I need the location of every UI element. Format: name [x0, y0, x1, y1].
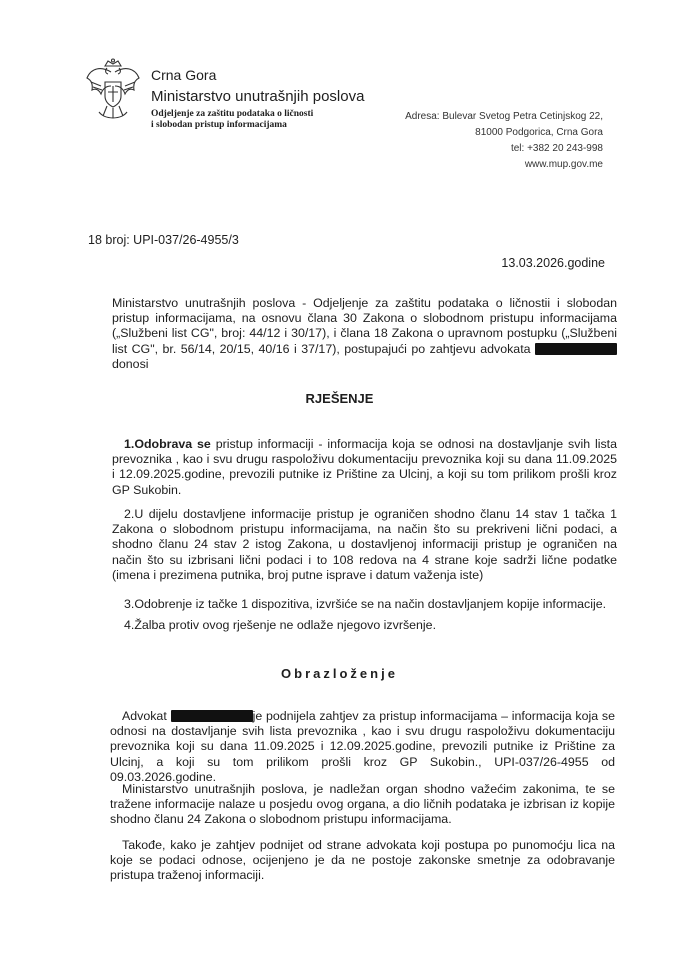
decision-item-2: 2.U dijelu dostavljene informacije pristup je ograničen shodno članu 14 stav 1 tačka 1 Zakona o slobodnom pristupu informacijama, na način što su prekriveni lični podaci, a shodno članu 24 stav 2 istog Zakona, u dostavljenoj informaciji pristup je ograničen na način što su izbrisani lični podaci i to 108 redova na 4 strane koje sadrži lične podatke (imena i prezimena putnika, broj putne isprave i datum važenja iste) — [112, 507, 617, 582]
contact-block — [405, 109, 603, 173]
website: www.mup.gov.me — [524, 159, 603, 170]
department-line-1: Odjeljenje za zaštitu podataka o ličnosti — [151, 109, 314, 119]
intro-text: Ministarstvo unutrašnjih poslova - Odjeljenje za zaštitu podataka o ličnostii i slobodan pristup informacijama, na osnovu člana 30 Zakona o slobodnom pristupu informacijama („Službeni list CG", broj: 44/12 i 30/17), i člana 18 Zakona o upravnom postupku („Službeni list CG", br. 56/14, 20/15, 40/16 i 37/17), postupajući po zahtjevu advokata — [112, 296, 617, 356]
address-line-2: 81000 Podgorica, Crna Gora — [475, 127, 603, 138]
decision-item-4: 4.Žalba protiv ovog rješenje ne odlaže njegovo izvršenje. — [124, 618, 437, 632]
country-name: Crna Gora — [151, 67, 217, 83]
ministry-name: Ministarstvo unutrašnjih poslova — [151, 88, 365, 105]
decision-heading: RJEŠENJE — [305, 391, 374, 406]
decision-item-1 — [112, 437, 617, 498]
phone: tel: +382 20 243-998 — [510, 143, 603, 154]
address-line-1: Adresa: Bulevar Svetog Petra Cetinjskog 22, — [405, 111, 603, 122]
reasoning-para-1-rest: je podnijela zahtjev za pristup informacijama – informacija koja se odnosi na dostavljanje svih lista prevoznika , kao i svu drugu raspoloživu dokumentaciju prevoznika koji su dana 11.09.2025 i 12.09.2025.godine, prevozili putnike iz Prištine za Ulcinj, a koji su tom prilikom prošli kroz GP Sukobin., UPI-037/26-4955 od 09.03.2026.godine. — [110, 709, 615, 784]
reference-number: 18 broj: UPI-037/26-4955/3 — [88, 233, 239, 247]
reasoning-paragraph-3: Takođe, kako je zahtjev podnijet od strane advokata koji postupa po punomoćju lica na koje se podaci odnose, ocijenjeno je da ne postoje zakonske smetnje za odobravanje pristupa traženoj informaciji. — [110, 838, 615, 883]
decision-item-1-text: pristup informaciji - informacija koja se odnosi na dostavljanje svih lista prevoznika , kao i svu drugu raspoloživu dokumentaciju prevoznika koji su dana 11.09.2025 i 12.09.2025.godine, prevozili putnike iz Prištine za Ulcinj, a koji su tom prilikom prošli kroz GP Sukobin. — [112, 437, 617, 497]
reasoning-heading: Obrazloženje — [281, 666, 398, 681]
document-date: 13.03.2026.godine — [501, 256, 605, 270]
redaction-bar — [535, 343, 617, 355]
intro-text-end: donosi — [112, 356, 149, 371]
intro-paragraph — [112, 296, 617, 372]
reasoning-para-1-start: Advokat — [122, 709, 167, 723]
reasoning-paragraph-2: Ministarstvo unutrašnjih poslova, je nadležan organ shodno važećim zakonima, te se tražene informacije nalaze u posjedu ovog organa, a dio ličnih podataka je izbrisan iz kopije shodno članu 24 Zakona o slobodnom pristupu informacijama. — [110, 782, 615, 827]
decision-item-1-lead: 1.Odobrava se — [124, 437, 211, 451]
department-name — [151, 109, 313, 131]
reasoning-paragraph-1 — [110, 709, 615, 785]
decision-item-3: 3.Odobrenje iz tačke 1 dispozitiva, izvršiće se na način dostavljanjem kopije informacije. — [124, 597, 607, 611]
coat-of-arms-icon — [83, 58, 143, 122]
redaction-bar — [171, 710, 253, 722]
department-line-2: i slobodan pristup informacijama — [151, 120, 287, 130]
